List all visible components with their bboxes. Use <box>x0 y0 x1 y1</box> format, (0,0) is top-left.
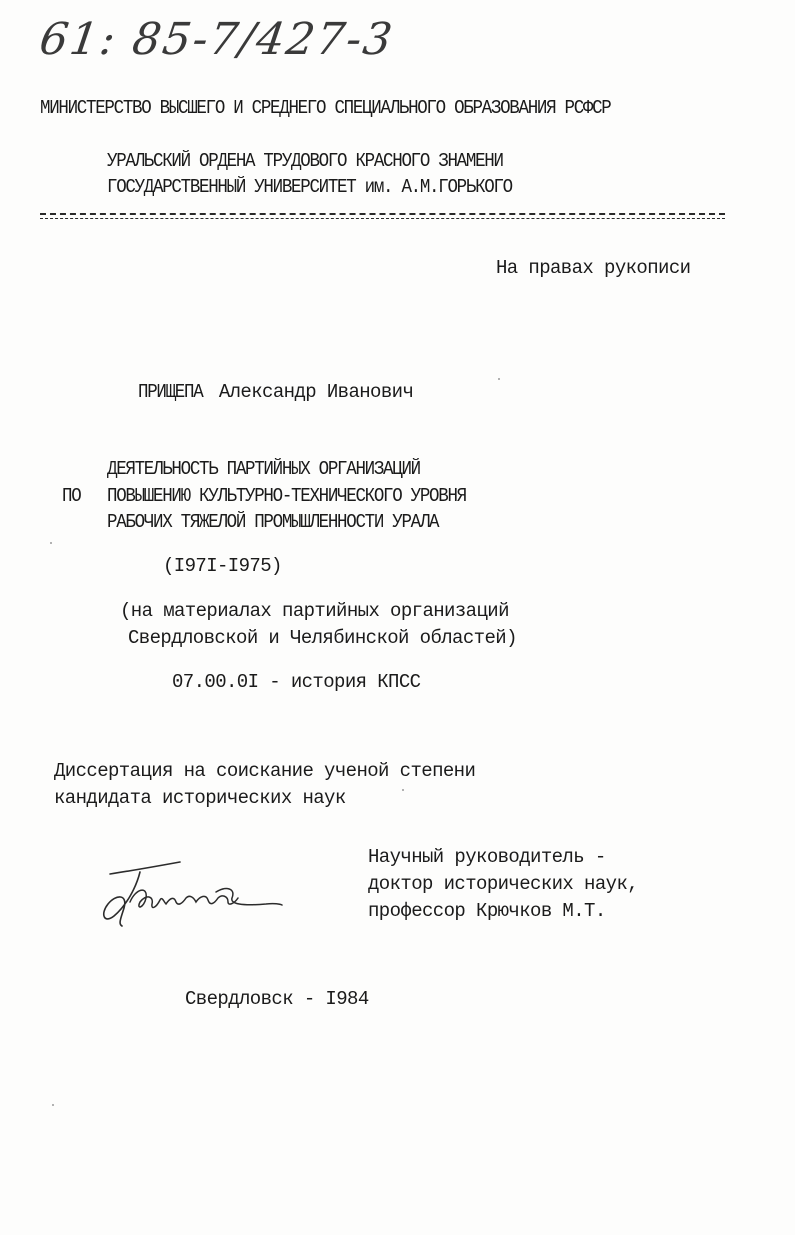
title-line-2-prefix: ПО <box>62 485 81 507</box>
catalog-number-handwritten: 61: 85-7/427-3 <box>36 14 397 65</box>
paper-speck <box>52 1104 54 1106</box>
university-line-2: ГОСУДАРСТВЕННЫЙ УНИВЕРСИТЕТ им. А.М.ГОРЬКОГО <box>107 176 512 198</box>
supervisor-line-3: профессор Крючков М.Т. <box>368 900 606 922</box>
city-year-footer: Свердловск - I984 <box>185 988 369 1010</box>
author-surname: ПРИЩЕПА <box>138 381 203 403</box>
supervisor-line-1: Научный руководитель - <box>368 846 606 868</box>
specialty-code: 07.00.0I - история КПСС <box>172 671 421 693</box>
author-name <box>138 383 413 402</box>
materials-line-2: Свердловской и Челябинской областей) <box>128 627 517 649</box>
title-years: (I97I-I975) <box>163 555 282 577</box>
manuscript-rights-note: На правах рукописи <box>496 257 691 279</box>
degree-line-1: Диссертация на соискание ученой степени <box>54 760 476 782</box>
ministry-heading: МИНИСТЕРСТВО ВЫСШЕГО И СРЕДНЕГО СПЕЦИАЛЬНОГО ОБРАЗОВАНИЯ РСФСР <box>40 97 611 119</box>
title-line-2: ПОВЫШЕНИЮ КУЛЬТУРНО-ТЕХНИЧЕСКОГО УРОВНЯ <box>107 485 466 507</box>
author-given-names: Александр Иванович <box>218 381 414 403</box>
paper-speck <box>50 542 52 544</box>
paper-speck <box>402 789 404 791</box>
supervisor-line-2: доктор исторических наук, <box>368 873 639 895</box>
university-line-1: УРАЛЬСКИЙ ОРДЕНА ТРУДОВОГО КРАСНОГО ЗНАМЕНИ <box>107 150 503 172</box>
author-signature <box>96 858 286 938</box>
degree-line-2: кандидата исторических наук <box>54 787 346 809</box>
header-divider-underline <box>40 218 725 219</box>
paper-speck <box>498 378 500 380</box>
title-line-1: ДЕЯТЕЛЬНОСТЬ ПАРТИЙНЫХ ОРГАНИЗАЦИЙ <box>107 458 420 480</box>
materials-line-1: (на материалах партийных организаций <box>120 600 509 622</box>
title-line-3: РАБОЧИХ ТЯЖЕЛОЙ ПРОМЫШЛЕННОСТИ УРАЛА <box>107 511 439 533</box>
header-divider <box>40 213 725 215</box>
